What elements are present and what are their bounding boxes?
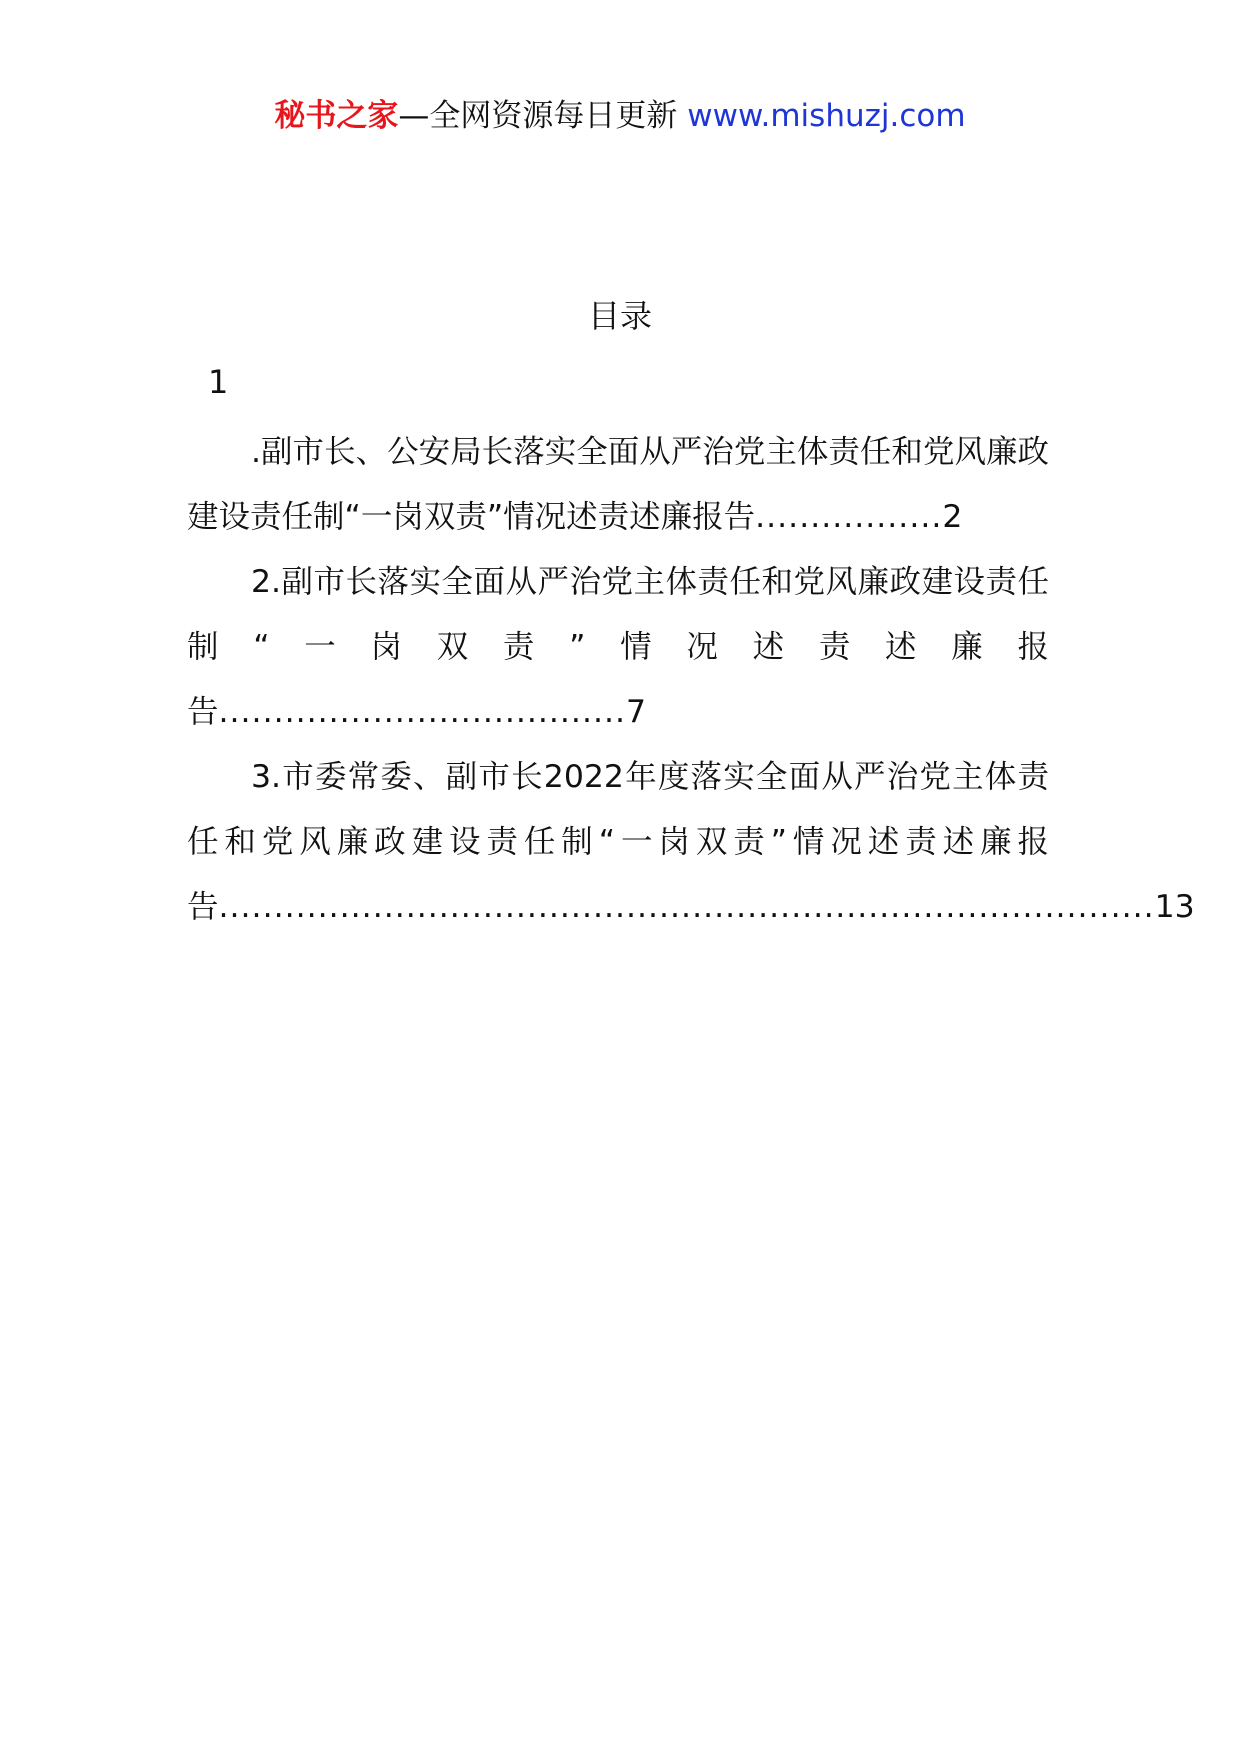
toc-entry-title: 3.市委常委、副市长2022年度落实全面从严治党主体责任和党风廉政建设责任制“一岗双责”情况述责述廉报告 [187,759,1049,925]
toc-page-number: 13 [1154,889,1195,925]
brand-name: 秘书之家 [274,98,399,134]
toc-stray-number: 1 [208,363,229,401]
toc-list [187,420,1195,940]
toc-entry-title: 2.副市长落实全面从严治党主体责任和党风廉政建设责任制“一岗双责”情况述责述廉报告 [187,564,1049,730]
toc-page-number: 2 [942,499,963,535]
toc-leader-dots: ................. [755,499,943,535]
toc-leader-dots: ..................................................................................... [218,889,1155,925]
toc-page-number: 7 [626,694,647,730]
site-header [0,96,1240,136]
toc-leader-dots: ..................................... [218,694,626,730]
toc-title: 目录 [587,297,652,335]
toc-entry-title: .副市长、公安局长落实全面从严治党主体责任和党风廉政建设责任制“一岗双责”情况述责述廉报告 [187,434,1049,535]
toc-entry[interactable] [187,745,1195,940]
toc-entry[interactable] [187,420,1049,550]
toc-entry[interactable] [187,550,1049,745]
header-tagline: —全网资源每日更新 [398,98,678,134]
site-url-link[interactable]: www.mishuzj.com [687,98,966,134]
